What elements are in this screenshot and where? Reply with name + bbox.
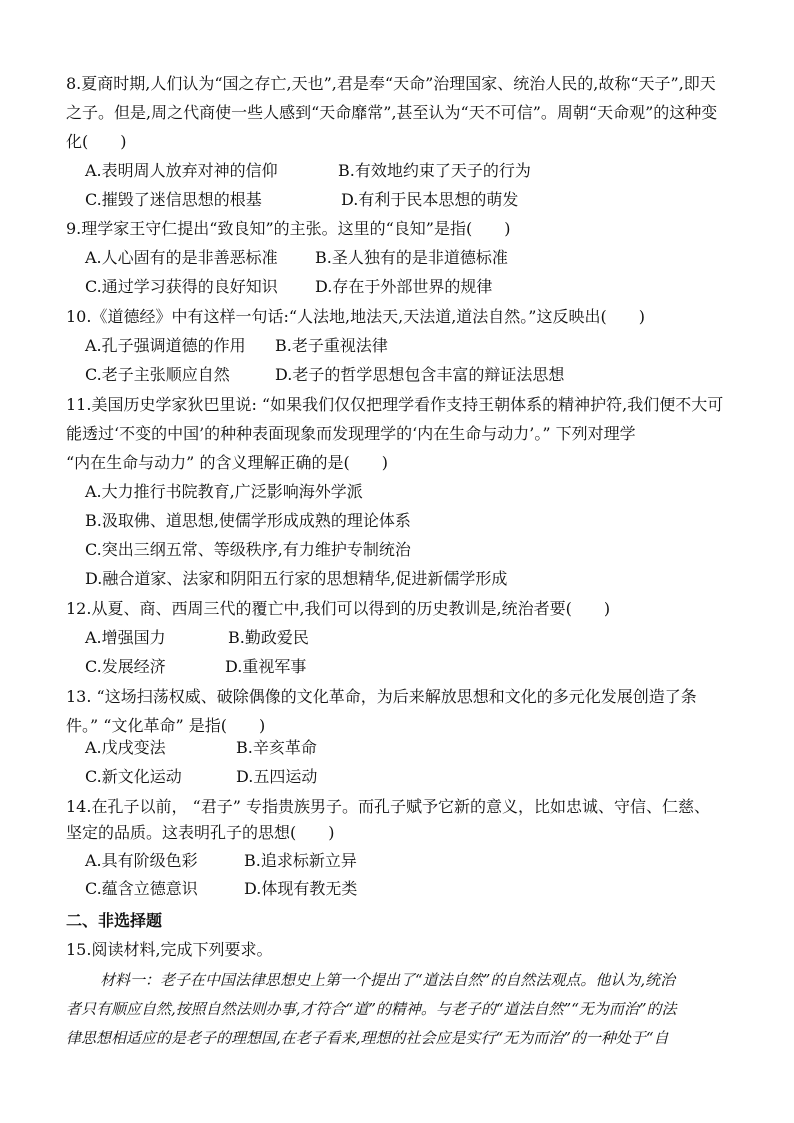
question-14-option-b: B.追求标新立异 [244,851,357,870]
question-12-option-c: C.发展经济 [85,657,166,676]
question-10-option-a: A.孔子强调道德的作用 [85,336,246,355]
question-12-option-b: B.勤政爱民 [228,628,309,647]
question-13-option-a: A.戊戌变法 [85,738,166,757]
question-8-stem: 之子。但是,周之代商使一些人感到“天命靡常”,甚至认为“天不可信”。周朝“天命观”的这种变 [66,103,718,122]
question-10-option-b: B.老子重视法律 [275,336,388,355]
material-paragraph: 材料一：老子在中国法律思想史上第一个提出了“道法自然”的自然法观点。他认为,统治 [100,971,676,989]
question-11-stem: 11.美国历史学家狄巴里说: “如果我们仅仅把理学看作支持王朝体系的精神护符,我们便不大可 [66,395,724,414]
material-paragraph: 律思想相适应的是老子的理想国,在老子看来,理想的社会应是实行“无为而治”的一种处于“自 [66,1029,669,1047]
question-8-option-d: D.有利于民本思想的萌发 [341,190,519,209]
question-12-option-d: D.重视军事 [225,657,307,676]
question-8-stem: 8.夏商时期,人们认为“国之存亡,天也”,君是奉“天命”治理国家、统治人民的,故称“天子”,即天 [66,74,716,93]
question-13-option-b: B.辛亥革命 [236,738,317,757]
question-10-option-d: D.老子的哲学思想包含丰富的辩证法思想 [275,365,565,384]
question-13-option-d: D.五四运动 [236,767,318,786]
question-13-option-c: C.新文化运动 [85,767,182,786]
question-12-stem: 12.从夏、商、西周三代的覆亡中,我们可以得到的历史教训是,统治者要( ) [66,599,611,618]
material-paragraph: 者只有顺应自然,按照自然法则办事,才符合“道”的精神。与老子的“道法自然”“无为而治”的法 [66,1000,677,1018]
question-11-option-a: A.大力推行书院教育,广泛影响海外学派 [85,482,363,501]
question-14-option-a: A.具有阶级色彩 [85,851,198,870]
question-13-stem: 13. “这场扫荡权威、破除偶像的文化革命，为后来解放思想和文化的多元化发展创造了条 [66,687,697,706]
question-14-option-c: C.蕴含立德意识 [85,879,198,898]
question-12-option-a: A.增强国力 [85,628,166,647]
question-11-option-d: D.融合道家、法家和阴阳五行家的思想精华,促进新儒学形成 [85,569,508,588]
question-14-option-d: D.体现有教无类 [244,879,358,898]
question-10-option-c: C.老子主张顺应自然 [85,365,230,384]
question-13-stem: 件。” “文化革命” 是指( ) [66,716,266,735]
section-heading: 二、非选择题 [66,911,163,930]
question-11-option-b: B.汲取佛、道思想,使儒学形成成熟的理论体系 [85,511,411,530]
question-15-stem: 15.阅读材料,完成下列要求。 [66,940,273,959]
question-8-option-b: B.有效地约束了天子的行为 [338,161,531,180]
question-14-stem: 坚定的品质。这表明孔子的思想( ) [66,823,335,842]
question-8-option-c: C.摧毁了迷信思想的根基 [85,190,262,209]
question-9-stem: 9.理学家王守仁提出“致良知”的主张。这里的“良知”是指( ) [66,219,511,238]
question-8-option-a: A.表明周人放弃对神的信仰 [85,161,278,180]
question-9-option-d: D.存在于外部世界的规律 [315,277,493,296]
question-9-option-c: C.通过学习获得的良好知识 [85,277,278,296]
question-11-option-c: C.突出三纲五常、等级秩序,有力维护专制统治 [85,540,411,559]
question-9-option-b: B.圣人独有的是非道德标准 [315,248,508,267]
question-8-stem: 化( ) [66,132,127,151]
question-9-option-a: A.人心固有的是非善恶标准 [85,248,278,267]
question-11-stem: “内在生命与动力” 的含义理解正确的是( ) [66,453,388,472]
question-11-stem: 能透过‘不变的中国’的种种表面现象而发现理学的‘内在生命与动力’。” 下列对理学 [66,424,636,443]
question-10-stem: 10.《道德经》中有这样一句话:“人法地,地法天,天法道,道法自然。”这反映出( ) [66,307,645,326]
question-14-stem: 14.在孔子以前， “君子” 专指贵族男子。而孔子赋予它新的意义，比如忠诚、守信、仁慈、 [66,797,710,816]
